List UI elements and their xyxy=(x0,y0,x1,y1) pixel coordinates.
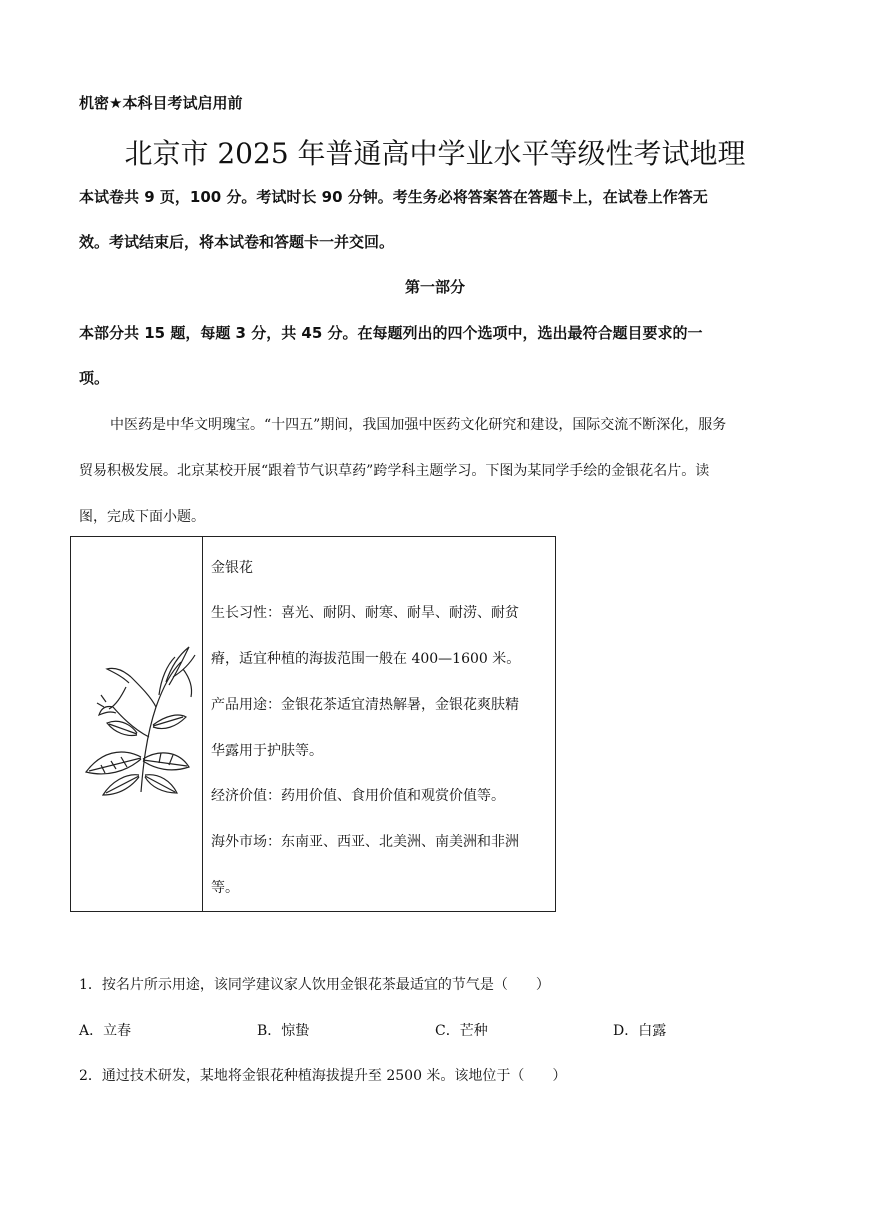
passage-line-3: 图，完成下面小题。 xyxy=(79,509,205,525)
question-1: 1．按名片所示用途，该同学建议家人饮用金银花茶最适宜的节气是（ ） xyxy=(79,977,550,993)
instructions-line-1: 本试卷共 9 页，100 分。考试时长 90 分钟。考生务必将答案答在答题卡上，在试卷上作答无 xyxy=(79,188,708,206)
honeysuckle-illustration xyxy=(71,537,203,911)
honeysuckle-card xyxy=(70,536,556,912)
question-1-option-d: D．白露 xyxy=(613,1023,667,1039)
card-market-line-1: 海外市场：东南亚、西亚、北美洲、南美洲和非洲 xyxy=(211,834,519,850)
passage-line-2: 贸易积极发展。北京某校开展“跟着节气识草药”跨学科主题学习。下图为某同学手绘的金银花名片。读 xyxy=(79,463,710,479)
card-market-line-2: 等。 xyxy=(211,880,239,896)
question-2: 2．通过技术研发，某地将金银花种植海拔提升至 2500 米。该地位于（ ） xyxy=(79,1068,567,1084)
section-description-line-2: 项。 xyxy=(79,369,110,387)
honeysuckle-drawing-icon xyxy=(71,537,202,911)
question-1-option-c: C．芒种 xyxy=(435,1023,488,1039)
card-use-line-1: 产品用途：金银花茶适宜清热解暑，金银花爽肤精 xyxy=(211,697,519,713)
card-economic-value: 经济价值：药用价值、食用价值和观赏价值等。 xyxy=(211,788,505,804)
question-1-option-b: B．惊蛰 xyxy=(257,1023,310,1039)
section-heading: 第一部分 xyxy=(404,278,465,296)
instructions-line-2: 效。考试结束后，将本试卷和答题卡一并交回。 xyxy=(79,233,395,251)
card-habit-line-1: 生长习性：喜光、耐阴、耐寒、耐旱、耐涝、耐贫 xyxy=(211,605,519,621)
passage-line-1: 中医药是中华文明瑰宝。“十四五”期间，我国加强中医药文化研究和建设，国际交流不断深化，服务 xyxy=(110,417,727,433)
card-habit-line-2: 瘠，适宜种植的海拔范围一般在 400—1600 米。 xyxy=(211,651,521,667)
page-title: 北京市 2025 年普通高中学业水平等级性考试地理 xyxy=(124,137,746,170)
question-1-option-a: A．立春 xyxy=(79,1023,132,1039)
confidential-label: 机密★本科目考试启用前 xyxy=(79,94,243,112)
section-description-line-1: 本部分共 15 题，每题 3 分，共 45 分。在每题列出的四个选项中，选出最符合题目要求的一 xyxy=(79,324,703,342)
card-use-line-2: 华露用于护肤等。 xyxy=(211,743,323,759)
card-plant-name: 金银花 xyxy=(211,560,253,576)
